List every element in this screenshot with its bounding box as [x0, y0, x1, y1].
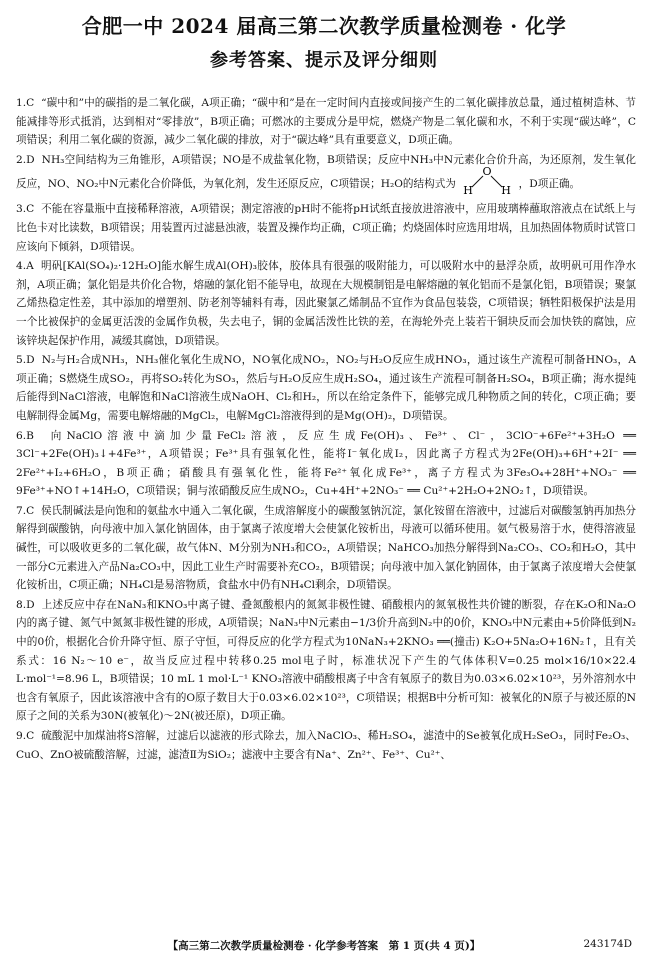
answer-item-3 [16, 200, 636, 256]
bond-line-left [472, 176, 483, 187]
page-subtitle: 参考答案、提示及评分细则 [210, 50, 438, 71]
answer-item-1 [16, 94, 636, 150]
answer-number: 8.D [16, 598, 35, 611]
answer-text-tail: ，D项正确。 [518, 178, 581, 191]
answer-number: 2.D [16, 153, 35, 166]
answer-number: 1.C [16, 97, 35, 109]
answer-text: 向NaClO溶液中滴加少量FeCl₂溶液，反应生成Fe(OH)₃、Fe³⁺、Cl⁻，3ClO⁻+6Fe²⁺+3H₂O ══ 3Cl⁻+2Fe(OH)₃↓+4Fe³⁺，A项错误；Fe³⁺具有强氧化性，能将I⁻氧化成I₂，因此离子方程式为2Fe(OH)₃+6H⁺+2I⁻ ══ 2Fe²⁺+I₂+6H₂O，B项正确；硝酸具有强氧化性，能将Fe²⁺氧化成Fe³⁺，离子方程式为3Fe₃O₄+28H⁺+NO₃⁻ ══ 9Fe³⁺+NO↑+14H₂O，C项错误；铜与浓硝酸反应生成NO₂，Cu+4H⁺+2NO₃⁻ ══ Cu²⁺+2H₂O+2NO₂↑，D项错误。 [16, 429, 636, 498]
answer-list [16, 94, 636, 765]
answer-item-4 [16, 257, 636, 350]
water-structure-formula [459, 165, 515, 199]
answer-text: 上述反应中存在NaN₃和KNO₃中离子键、叠氮酸根内的氮氮非极性键、硝酸根内的氮氧极性共价键的断裂，存在K₂O和Na₂O内的离子键、氮气中氮氮非极性键的形成，A项错误；NaN₃中N元素由−1/3价升高到N₂中的0价，KNO₃中N元素由+5价降低到N₂中的0价，根据化合价升降守恒、原子守恒，可得反应的化学方程式为10NaN₃+2KNO₃ ══(撞击) K₂O+5Na₂O+16N₂↑，且有关系式：16 N₂～10 e⁻，故当反应过程中转移0.25 mol电子时，标准状况下产生的气体体积V=0.25 mol×16/10×22.4 L·mol⁻¹=8.96 L，B项错误；10 mL 1 mol·L⁻¹ KNO₃溶液中硝酸根离子中含有氧原子的数目为0.03×6.02×10²³，另外溶剂水中也含有氧原子，因此该溶液中含有的O原子数目大于0.03×6.02×10²³，C项错误；根据B中分析可知：被氧化的N原子与被还原的N原子之间的关系为30N(被氧化)～2N(被还原)，D项正确。 [16, 598, 636, 723]
answer-text: N₂与H₂合成NH₃，NH₃催化氧化生成NO，NO氧化成NO₂，NO₂与H₂O反应生成HNO₃，通过该生产流程可制备HNO₃，A项正确；S燃烧生成SO₂，再将SO₂转化为SO₃，然后与H₂O反应生成H₂SO₄，通过该生产流程可制备H₂SO₄，B项正确；海水提纯后能得到NaCl溶液，电解饱和NaCl溶液生成NaOH、Cl₂和H₂，所以在给定条件下，能够完成几种物质之间的转化，C项正确；要电解制得金属Mg，需要电解熔融的MgCl₂，电解MgCl₂溶液得到的是Mg(OH)₂，D项错误。 [16, 354, 636, 422]
answer-text: “碳中和”中的碳指的是二氧化碳，A项正确；“碳中和”是在一定时间内直接或间接产生的二氧化碳排放总量，通过植树造林、节能减排等形式抵消，达到相对“零排放”，B项正确；可燃冰的主要成分是甲烷，燃烧产物是二氧化碳和水，不利于实现“碳达峰”，C项错误；利用二氧化碳的资源，减少二氧化碳的排放，对于“碳达峰”具有重要意义，D项正确。 [16, 97, 636, 147]
answer-text: 硫酸泥中加煤油将S溶解，过滤后以滤液的形式除去，加入NaClO₃、稀H₂SO₄，滤渣中的Se被氧化成H₂SeO₃，同时Fe₂O₃、CuO、ZnO被硫酸溶解，过滤，滤渣Ⅱ为SiO₂；滤液中主要含有Na⁺、Zn²⁺、Fe³⁺、Cu²⁺、 [16, 730, 636, 761]
answer-item-9 [16, 727, 636, 764]
water-molecule-diagram [459, 165, 515, 195]
answer-number: 4.A [16, 260, 34, 273]
answer-text: 明矾[KAl(SO₄)₂·12H₂O]能水解生成Al(OH)₃胶体，胶体具有很强的吸附能力，可以吸附水中的悬浮杂质，故明矾可用作净水剂，A项正确；氯化铝是共价化合物，熔融的氯化铝不能导电，故现在大规模制铝是电解熔融的氧化铝而不是氯化铝，B项错误；聚氯乙烯热稳定性差，其中添加的增塑剂、防老剂等辅料有毒，因此聚氯乙烯制品不宜作为食品包装袋，C项错误；牺牲阳极保护法是用一个比被保护的金属更活泼的金属作负极，失去电子，铜的金属活泼性比铁的差，在海轮外壳上装若干铜块反而会加快铁的腐蚀，应该锌块起保护作用，减缓其腐蚀，D项错误。 [16, 260, 636, 347]
footer-page-info: 【高三第二次教学质量检测卷 · 化学参考答案 第 1 页(共 4 页)】 [167, 940, 481, 952]
answer-number: 3.C [16, 203, 35, 216]
answer-text: NH₃空间结构为三角锥形，A项错误；NO是不成盐氧化物，B项错误；反应中NH₃中N元素化合价升高，为还原剂，发生氧化反应，NO、NO₂中N元素化合价降低，为氧化剂，发生还原反应，C项错误；H₂O的结构式为 [16, 153, 636, 191]
answer-text: 侯氏制碱法是向饱和的氨盐水中通入二氧化碳，生成溶解度小的碳酸氢钠沉淀，氯化铵留在溶液中，过滤后对碳酸氢钠再加热分解得到碳酸钠，向母液中加入氯化钠固体，由于氯离子浓度增大会使氯化铵析出，母液可以循环使用。氨气极易溶于水，使得溶液显碱性，可以吸收更多的二氧化碳，故气体N、M分别为NH₃和CO₂，A项错误；NaHCO₃加热分解得到Na₂CO₃、CO₂和H₂O，其中一部分C元素进入产品Na₂CO₃中，因此工业生产时需要补充CO₂，B项错误；向母液中加入氯化钠固体，由于氯离子浓度增大会使氯化铵析出，C项正确；NH₄Cl是易溶物质，食盐水中仍有NH₄Cl剩余，D项错误。 [16, 504, 636, 592]
answer-number: 9.C [16, 730, 35, 742]
answer-item-8 [16, 596, 636, 726]
atom-hydrogen-left: H [463, 184, 474, 196]
footer-doc-code: 243174D [583, 938, 632, 950]
answer-number: 6.B [16, 429, 34, 442]
atom-oxygen: O [482, 165, 492, 179]
answer-item-7 [16, 502, 636, 595]
answer-number: 5.D [16, 354, 35, 367]
atom-hydrogen-right: H [501, 184, 512, 196]
answer-item-5 [16, 351, 636, 425]
answer-number: 7.C [16, 504, 35, 517]
answer-text: 不能在容量瓶中直接稀释溶液，A项错误；测定溶液的pH时不能将pH试纸直接放进溶液中，应用玻璃棒蘸取溶液点在试纸上与比色卡对比读数，B项错误；用装置丙过滤悬浊液，装置及操作均正确，C项正确；灼烧固体时应选用坩埚，且加热固体物质时试管口应该向下倾斜，D项错误。 [16, 203, 636, 253]
answer-item-6 [16, 427, 636, 501]
answer-item-2 [16, 151, 636, 200]
page-title: 合肥一中 2024 届高三第二次教学质量检测卷 · 化学 [81, 14, 567, 38]
